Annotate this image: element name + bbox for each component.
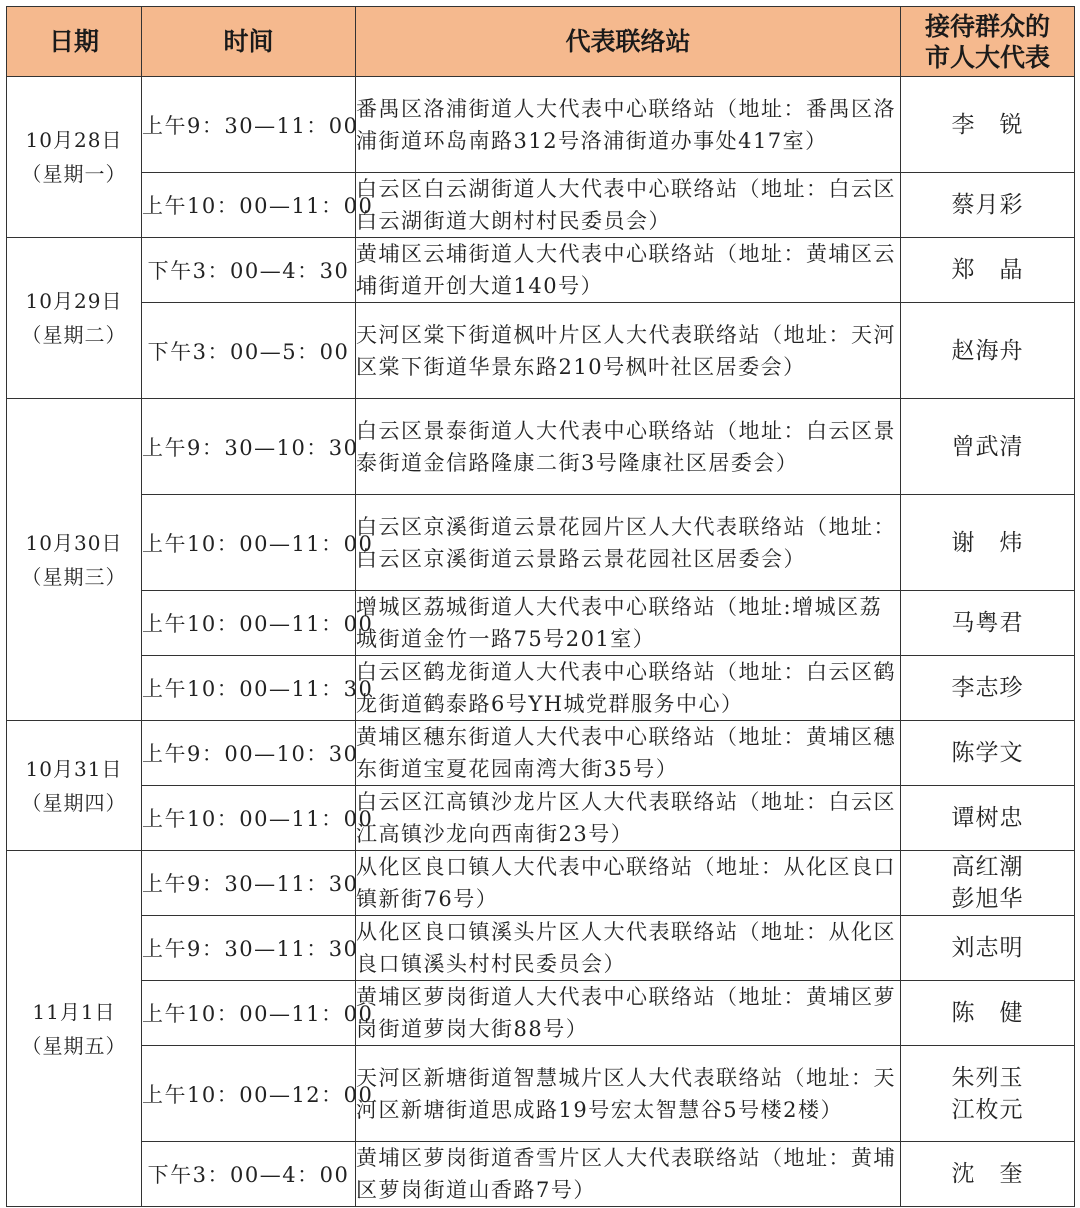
time-cell: 上午10：00—11：00 xyxy=(142,981,356,1046)
time-cell: 上午10：00—11：00 xyxy=(142,495,356,591)
representative-name: 马粤君 xyxy=(951,610,1024,636)
header-time: 时间 xyxy=(142,7,356,77)
time-cell: 上午9：30—11：00 xyxy=(142,77,356,173)
time-cell: 下午3：00—4：00 xyxy=(142,1142,356,1207)
table-row xyxy=(7,721,1075,786)
date-value: 10月29日 xyxy=(25,289,123,313)
representative-name: 郑 晶 xyxy=(951,257,1024,283)
representative-name: 高红潮 xyxy=(951,854,1024,880)
table-row xyxy=(7,303,1075,399)
header-station: 代表联络站 xyxy=(356,7,901,77)
station-cell: 黄埔区云埔街道人大代表中心联络站（地址：黄埔区云埔街道开创大道140号） xyxy=(356,238,901,303)
time-cell: 上午9：00—10：30 xyxy=(142,721,356,786)
representative-cell xyxy=(901,851,1075,916)
reception-schedule-table xyxy=(6,6,1075,1207)
date-cell xyxy=(7,399,142,721)
representative-name: 李志珍 xyxy=(951,675,1024,701)
station-cell: 黄埔区萝岗街道香雪片区人大代表联络站（地址：黄埔区萝岗街道山香路7号） xyxy=(356,1142,901,1207)
representative-name: 陈学文 xyxy=(951,740,1024,766)
station-cell: 番禺区洛浦街道人大代表中心联络站（地址：番禺区洛浦街道环岛南路312号洛浦街道办事处417室） xyxy=(356,77,901,173)
representative-name: 朱列玉 xyxy=(951,1064,1024,1091)
representative-cell xyxy=(901,77,1075,173)
representative-name: 江枚元 xyxy=(951,1096,1024,1123)
representative-cell xyxy=(901,656,1075,721)
header-date: 日期 xyxy=(7,7,142,77)
weekday-value: （星期五） xyxy=(21,1033,127,1058)
time-cell: 上午10：00—11：00 xyxy=(142,786,356,851)
header-representative-line2: 市人大代表 xyxy=(924,42,1050,72)
station-cell: 白云区白云湖街道人大代表中心联络站（地址：白云区白云湖街道大朗村村民委员会） xyxy=(356,173,901,238)
representative-cell xyxy=(901,173,1075,238)
time-cell: 上午10：00—11：00 xyxy=(142,591,356,656)
header-representative-line1: 接待群众的 xyxy=(924,11,1050,41)
time-cell: 上午10：00—12：00 xyxy=(142,1046,356,1142)
table-row xyxy=(7,238,1075,303)
date-value: 11月1日 xyxy=(32,999,116,1024)
table-row xyxy=(7,591,1075,656)
table-row xyxy=(7,1142,1075,1207)
time-cell: 上午9：30—11：30 xyxy=(142,916,356,981)
representative-cell xyxy=(901,981,1075,1046)
time-cell: 下午3：00—5：00 xyxy=(142,303,356,399)
representative-cell xyxy=(901,721,1075,786)
representative-cell xyxy=(901,916,1075,981)
station-cell: 从化区良口镇人大代表中心联络站（地址：从化区良口镇新街76号） xyxy=(356,851,901,916)
representative-cell xyxy=(901,1046,1075,1142)
date-value: 10月30日 xyxy=(25,530,123,555)
representative-name: 刘志明 xyxy=(951,935,1024,961)
station-cell: 白云区鹤龙街道人大代表中心联络站（地址：白云区鹤龙街道鹤泰路6号YH城党群服务中心） xyxy=(356,656,901,721)
representative-name: 李 锐 xyxy=(951,111,1024,138)
station-cell: 增城区荔城街道人大代表中心联络站（地址:增城区荔城街道金竹一路75号201室） xyxy=(356,591,901,656)
weekday-value: （星期四） xyxy=(21,790,127,815)
table-row xyxy=(7,1046,1075,1142)
representative-name: 曾武清 xyxy=(951,433,1024,460)
date-cell xyxy=(7,721,142,851)
station-cell: 从化区良口镇溪头片区人大代表联络站（地址：从化区良口镇溪头村村民委员会） xyxy=(356,916,901,981)
station-cell: 天河区棠下街道枫叶片区人大代表联络站（地址：天河区棠下街道华景东路210号枫叶社区居委会） xyxy=(356,303,901,399)
table-row xyxy=(7,916,1075,981)
representative-cell xyxy=(901,1142,1075,1207)
weekday-value: （星期三） xyxy=(21,564,127,589)
table-body xyxy=(7,77,1075,1207)
table-row xyxy=(7,786,1075,851)
date-cell xyxy=(7,851,142,1207)
date-value: 10月28日 xyxy=(25,128,123,152)
table-row xyxy=(7,399,1075,495)
table-row xyxy=(7,173,1075,238)
time-cell: 下午3：00—4：30 xyxy=(142,238,356,303)
representative-cell xyxy=(901,238,1075,303)
table-row xyxy=(7,981,1075,1046)
station-cell: 黄埔区萝岗街道人大代表中心联络站（地址：黄埔区萝岗街道萝岗大街88号） xyxy=(356,981,901,1046)
time-cell: 上午10：00—11：00 xyxy=(142,173,356,238)
date-cell xyxy=(7,238,142,399)
representative-name: 沈 奎 xyxy=(951,1161,1024,1187)
weekday-value: （星期二） xyxy=(21,323,127,347)
representative-cell xyxy=(901,399,1075,495)
station-cell: 白云区景泰街道人大代表中心联络站（地址：白云区景泰街道金信路隆康二街3号隆康社区居委会） xyxy=(356,399,901,495)
representative-name: 谢 炜 xyxy=(951,529,1024,556)
time-cell: 上午10：00—11：30 xyxy=(142,656,356,721)
station-cell: 天河区新塘街道智慧城片区人大代表联络站（地址：天河区新塘街道思成路19号宏太智慧谷5号楼2楼） xyxy=(356,1046,901,1142)
time-cell: 上午9：30—11：30 xyxy=(142,851,356,916)
station-cell: 白云区京溪街道云景花园片区人大代表联络站（地址：白云区京溪街道云景路云景花园社区居委会） xyxy=(356,495,901,591)
representative-cell xyxy=(901,303,1075,399)
table-row xyxy=(7,851,1075,916)
weekday-value: （星期一） xyxy=(21,162,127,186)
table-header-row xyxy=(7,7,1075,77)
station-cell: 白云区江高镇沙龙片区人大代表联络站（地址：白云区江高镇沙龙向西南街23号） xyxy=(356,786,901,851)
representative-name: 谭树忠 xyxy=(951,805,1024,831)
table-row xyxy=(7,495,1075,591)
representative-cell xyxy=(901,786,1075,851)
table-row xyxy=(7,77,1075,173)
representative-cell xyxy=(901,495,1075,591)
representative-name: 陈 健 xyxy=(951,1000,1024,1026)
table-row xyxy=(7,656,1075,721)
representative-name: 彭旭华 xyxy=(951,886,1024,912)
station-cell: 黄埔区穗东街道人大代表中心联络站（地址：黄埔区穗东街道宝夏花园南湾大街35号） xyxy=(356,721,901,786)
representative-name: 蔡月彩 xyxy=(951,192,1024,218)
header-representative xyxy=(901,7,1075,77)
date-value: 10月31日 xyxy=(25,756,123,781)
representative-name: 赵海舟 xyxy=(951,337,1024,364)
date-cell xyxy=(7,77,142,238)
representative-cell xyxy=(901,591,1075,656)
time-cell: 上午9：30—10：30 xyxy=(142,399,356,495)
